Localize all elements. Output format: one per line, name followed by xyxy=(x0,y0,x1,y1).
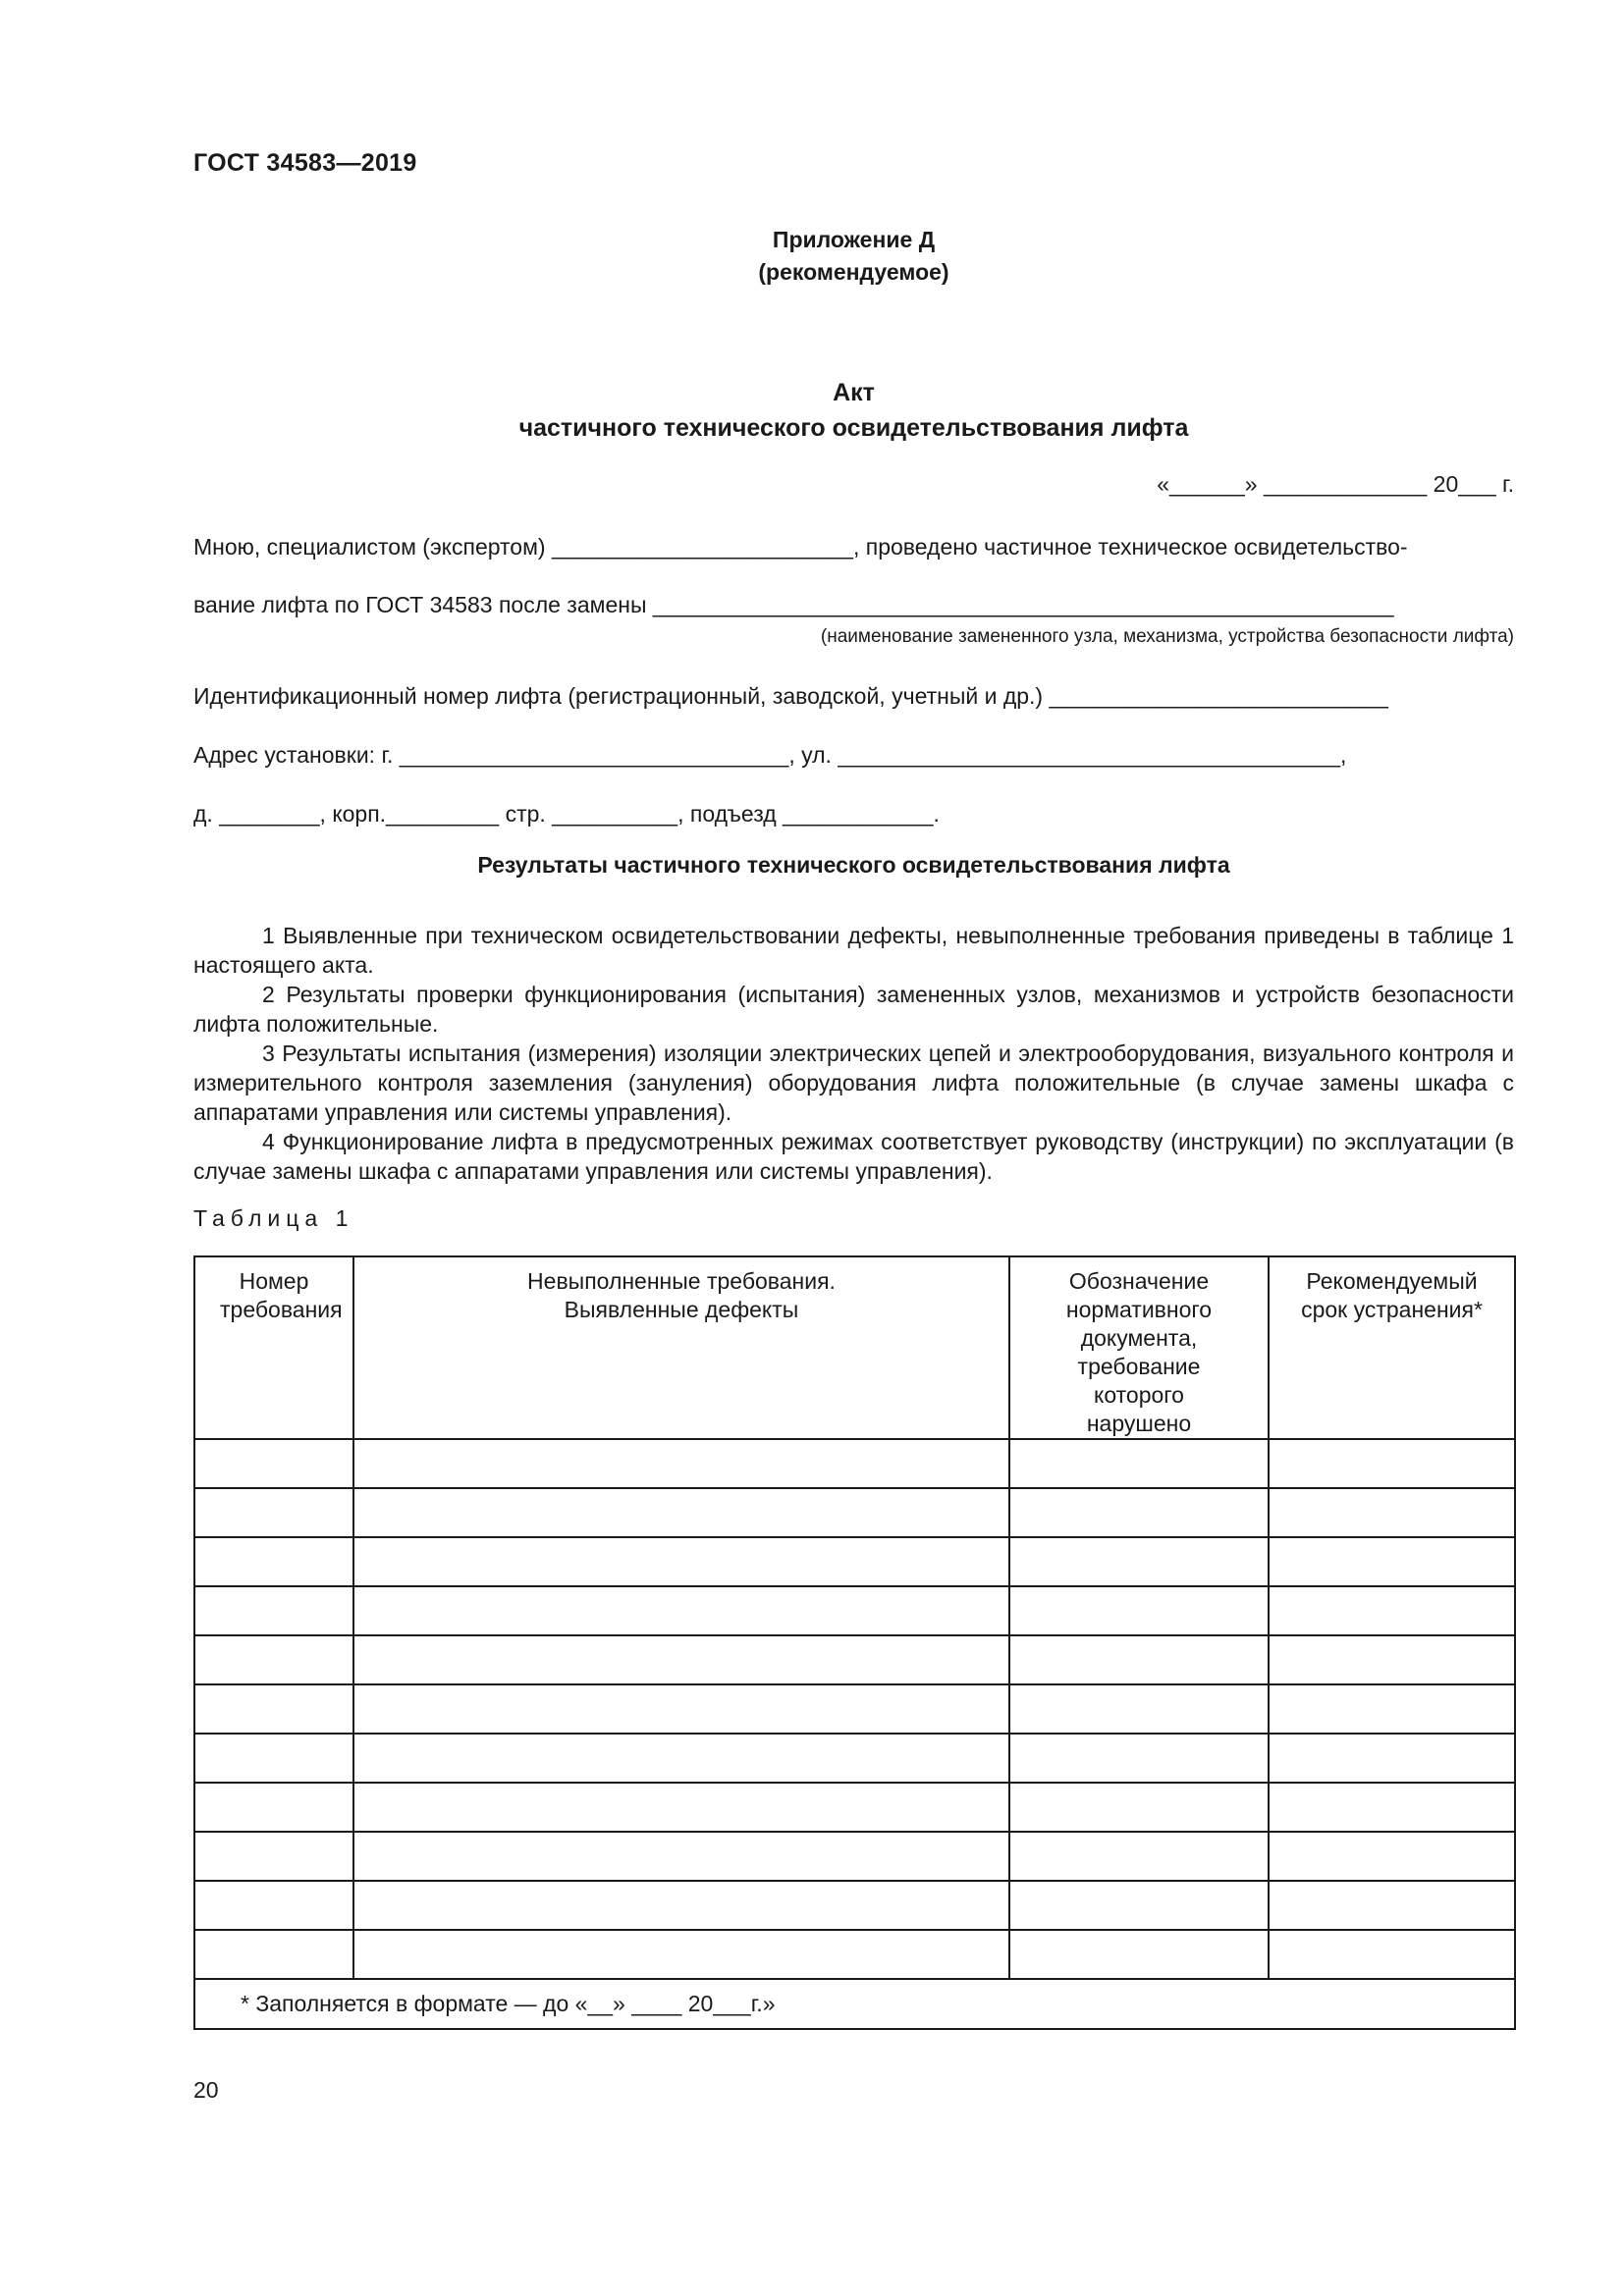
building-line: д. ________, корп._________ стр. __________, подъезд ____________. xyxy=(193,801,940,827)
results-item: 2 Результаты проверки функционирования (испытания) замененных узлов, механизмов и устройств безопасности лифта положительные. xyxy=(193,982,1514,1037)
table-cell[interactable] xyxy=(353,1832,1009,1881)
annex-type: (рекомендуемое) xyxy=(758,259,949,285)
table-row xyxy=(194,1783,1515,1832)
table-cell[interactable] xyxy=(353,1930,1009,1979)
annex-heading xyxy=(193,224,1514,289)
table-cell[interactable] xyxy=(353,1881,1009,1930)
table-cell[interactable] xyxy=(194,1635,353,1684)
table-cell[interactable] xyxy=(1009,1734,1269,1783)
table-row xyxy=(194,1635,1515,1684)
table-cell[interactable] xyxy=(194,1783,353,1832)
table-cell[interactable] xyxy=(1269,1635,1515,1684)
address-line: Адрес установки: г. _______________________________, ул. ________________________________________, xyxy=(193,742,1347,768)
table-cell[interactable] xyxy=(1269,1488,1515,1537)
lift-id-line: Идентификационный номер лифта (регистрационный, заводской, учетный и др.) ___________________________ xyxy=(193,683,1388,709)
table-cell[interactable] xyxy=(353,1684,1009,1734)
table-cell[interactable] xyxy=(353,1783,1009,1832)
table-cell[interactable] xyxy=(353,1537,1009,1586)
table-cell[interactable] xyxy=(194,1881,353,1930)
replacement-caption: (наименование замененного узла, механизма, устройства безопасности лифта) xyxy=(820,626,1514,647)
table-cell[interactable] xyxy=(1009,1488,1269,1537)
table-cell[interactable] xyxy=(194,1832,353,1881)
page-number: 20 xyxy=(193,2077,219,2103)
table-cell[interactable] xyxy=(353,1439,1009,1488)
table-cell[interactable] xyxy=(1269,1684,1515,1734)
table-cell[interactable] xyxy=(1269,1586,1515,1635)
table-footnote: * Заполняется в формате — до «__» ____ 20___г.» xyxy=(194,1979,1515,2029)
table-row xyxy=(194,1586,1515,1635)
table-footnote-row xyxy=(194,1979,1515,2029)
table-cell[interactable] xyxy=(194,1537,353,1586)
table-cell[interactable] xyxy=(1009,1832,1269,1881)
replacement-line: вание лифта по ГОСТ 34583 после замены ___________________________________________________________ xyxy=(193,592,1394,617)
table-cell[interactable] xyxy=(1009,1537,1269,1586)
header-normative-document: Обозначение нормативного документа, требование которого нарушено xyxy=(1009,1256,1269,1439)
table-cell[interactable] xyxy=(353,1488,1009,1537)
annex-title: Приложение Д xyxy=(772,227,936,252)
table-cell[interactable] xyxy=(1269,1832,1515,1881)
table-row xyxy=(194,1439,1515,1488)
table-cell[interactable] xyxy=(1269,1783,1515,1832)
act-title-line-1: Акт xyxy=(833,379,875,406)
table-cell[interactable] xyxy=(1009,1684,1269,1734)
results-item: 1 Выявленные при техническом освидетельствовании дефекты, невыполненные требования приведены в таблице 1 настоящего акта. xyxy=(193,923,1514,978)
header-requirement-number: Номер требования xyxy=(194,1256,353,1439)
act-title-line-2: частичного технического освидетельствования лифта xyxy=(518,414,1189,442)
defects-table xyxy=(193,1255,1516,2030)
table-label: Таблица 1 xyxy=(193,1205,354,1231)
table-cell[interactable] xyxy=(1009,1783,1269,1832)
table-body xyxy=(194,1439,1515,1979)
table-cell[interactable] xyxy=(1009,1881,1269,1930)
table-cell[interactable] xyxy=(353,1635,1009,1684)
results-title: Результаты частичного технического освидетельствования лифта xyxy=(477,852,1230,878)
table-cell[interactable] xyxy=(194,1684,353,1734)
table-cell[interactable] xyxy=(1269,1537,1515,1586)
results-item: 4 Функционирование лифта в предусмотренных режимах соответствует руководству (инструкции) по эксплуатации (в случае замены шкафа с аппаратами управления или системы управления). xyxy=(193,1129,1514,1184)
table-row xyxy=(194,1537,1515,1586)
table-cell[interactable] xyxy=(1009,1586,1269,1635)
header-recommended-term: Рекомендуемый срок устранения* xyxy=(1269,1256,1515,1439)
table-row xyxy=(194,1832,1515,1881)
results-item: 3 Результаты испытания (измерения) изоляции электрических цепей и электрооборудования, визуального контроля и измерительного контроля заземления (зануления) оборудования лифта положительные (в случае замены шкафа с аппаратами управления или системы управления). xyxy=(193,1041,1514,1125)
table-cell[interactable] xyxy=(1269,1881,1515,1930)
table-row xyxy=(194,1488,1515,1537)
table-row xyxy=(194,1734,1515,1783)
table-cell[interactable] xyxy=(1269,1930,1515,1979)
table-row xyxy=(194,1881,1515,1930)
date-line: «______» _____________ 20___ г. xyxy=(1157,471,1514,497)
table-header-row xyxy=(194,1256,1515,1439)
results-list xyxy=(193,921,1514,1186)
table-cell[interactable] xyxy=(1269,1734,1515,1783)
table-cell[interactable] xyxy=(1009,1930,1269,1979)
table-cell[interactable] xyxy=(194,1734,353,1783)
table-cell[interactable] xyxy=(194,1930,353,1979)
table-cell[interactable] xyxy=(1269,1439,1515,1488)
header-defects: Невыполненные требования. Выявленные дефекты xyxy=(353,1256,1009,1439)
table-cell[interactable] xyxy=(194,1439,353,1488)
table-cell[interactable] xyxy=(194,1586,353,1635)
table-row xyxy=(194,1684,1515,1734)
expert-line: Мною, специалистом (экспертом) ________________________, проведено частичное техническое освидетельство- xyxy=(193,534,1408,560)
table-cell[interactable] xyxy=(194,1488,353,1537)
table-cell[interactable] xyxy=(1009,1635,1269,1684)
table-cell[interactable] xyxy=(1009,1439,1269,1488)
table-row xyxy=(194,1930,1515,1979)
table-cell[interactable] xyxy=(353,1734,1009,1783)
standard-designation: ГОСТ 34583—2019 xyxy=(193,149,417,177)
act-title xyxy=(193,375,1514,446)
table-cell[interactable] xyxy=(353,1586,1009,1635)
